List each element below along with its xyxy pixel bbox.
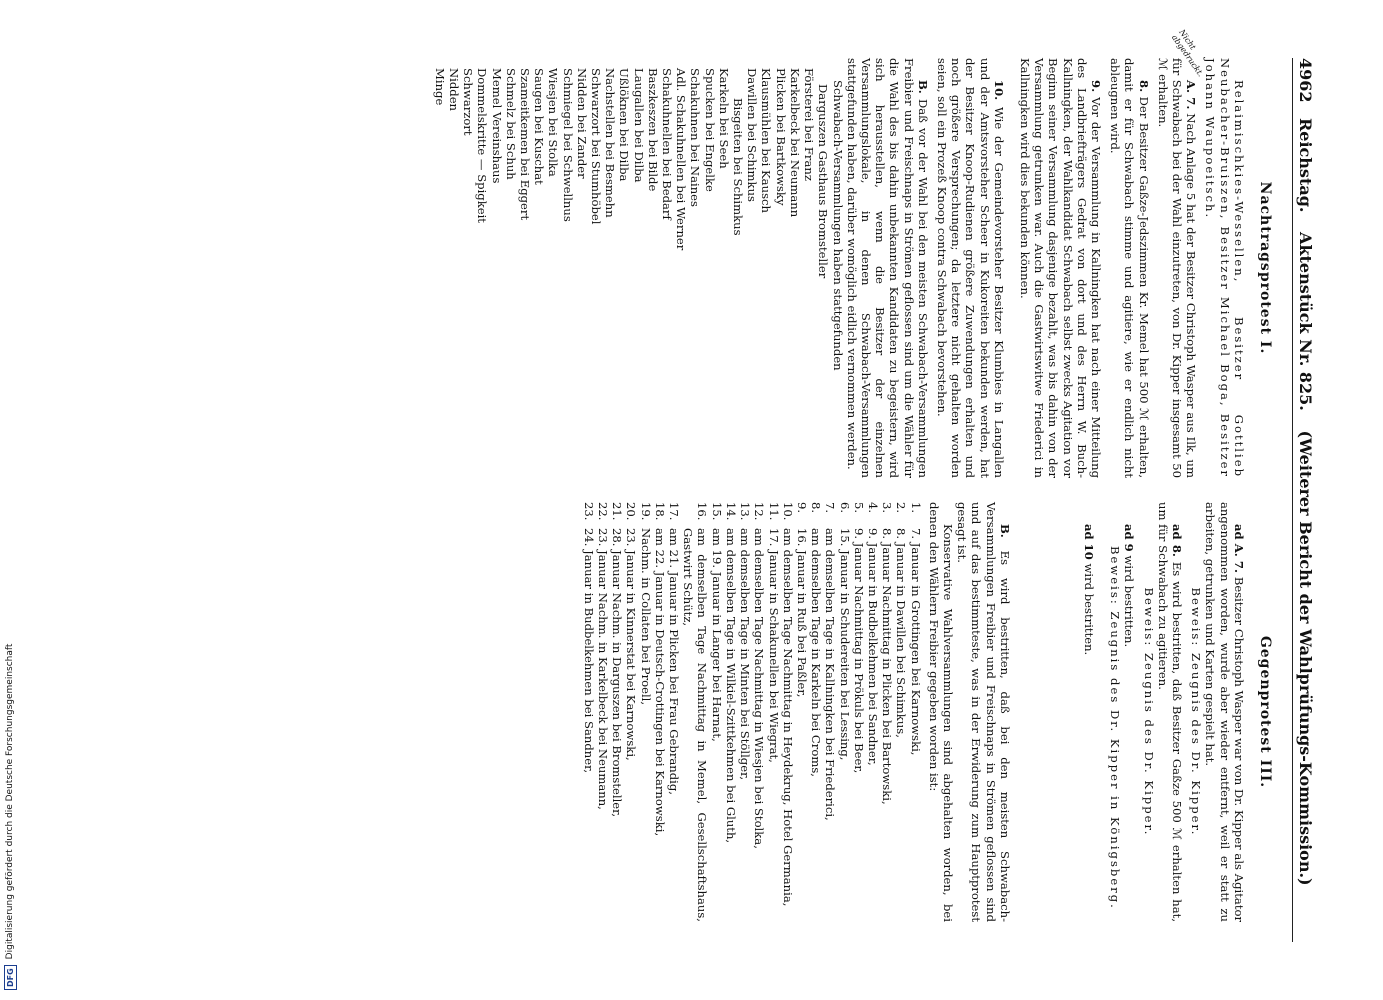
meeting-item: [766, 502, 780, 922]
place-item: Nidden bei Zander: [574, 68, 589, 179]
place-item: Saugen bei Kuschat: [532, 68, 547, 185]
counter-8-label: ad 8.: [1169, 524, 1184, 557]
footer-credit-text: Digitalisierung gefördert durch die Deutsche Forschungsgemeinschaft: [5, 643, 15, 960]
meeting-text: am 21. Januar in Plicken bei Frau Gebrandig,: [667, 528, 682, 795]
paragraph-10-label: 10.: [991, 80, 1006, 101]
meeting-number: 13.: [738, 502, 753, 521]
paragraph-b-text: Daß vor der Wahl bei den meisten Schwabach-Versammlungen Freibier und Freischnaps in Strömen geflossen sind um die Wähler für die Wahl des bis dahin unbekannten Kandidaten zu begeistern, wird sich herausstellen, wenn die Besitzer der einzelnen Versammlungslokale, in denen Schwabach-Versammlungen stattgefunden haben, darüber womöglich eidlich vernommen werden.: [844, 58, 930, 478]
place-item: Schakuhnellen bei Bedarf: [660, 68, 675, 220]
meeting-item: [908, 502, 922, 922]
counter-a7: [1203, 502, 1246, 922]
meeting-text: am demselben Tage Nachmittag in Memel, Gesellschaftshaus, Gastwirt Schütz,: [681, 528, 710, 922]
paragraph-b-label: B.: [915, 80, 930, 94]
paragraph-8-label: 8.: [1136, 80, 1151, 93]
paragraph-10: [935, 58, 1006, 478]
meeting-text: 17. Januar in Schakunellen bei Wiegrat,: [766, 528, 781, 763]
meeting-item: [710, 502, 724, 922]
left-intro: Relaimischkies-Wessellen, Besitzer Gottlieb Neubacher-Bruiszen, Besitzer Michael Boga, Besitzer Johann Waupoeitsch.: [1203, 58, 1246, 478]
place-item: Karkeln bei Seeh: [716, 68, 731, 169]
meeting-text: 9. Januar in Budbelkehmen bei Sandner,: [865, 528, 880, 766]
places-intro: Schwabach-Versammlungen haben stattgefunden: [830, 80, 845, 371]
place-item: Minge: [432, 68, 447, 106]
meeting-item: [852, 502, 866, 922]
counter-a7-proof: Beweis: Zeugnis des Dr. Kipper.: [1189, 587, 1204, 837]
meeting-number: 4.: [865, 502, 880, 514]
footer-credit: [0, 0, 20, 1000]
counter-b-text-2: Konservative Wahlversammlungen sind abgehalten worden, bei denen den Wählern Freibier gegeben worden ist:: [926, 502, 955, 922]
meeting-text: Nachm. in Collaten bei Proell,: [638, 528, 653, 706]
meeting-number: 5.: [851, 502, 866, 514]
meeting-item: [667, 502, 681, 922]
meeting-number: 9.: [794, 502, 809, 514]
meeting-text: am 19. Januar in Langer bei Harnat,: [709, 528, 724, 742]
meeting-item: [681, 502, 709, 922]
meeting-item: [610, 502, 624, 922]
meeting-number: 22.: [596, 502, 611, 521]
counter-8-proof: Beweis: Zeugnis des Dr. Kipper.: [1141, 587, 1156, 837]
meeting-number: 21.: [610, 502, 625, 521]
meeting-text: am demselben Tage Nachmittag in Heydekrug, Hotel Germania,: [780, 528, 795, 907]
right-column: [433, 502, 1278, 922]
meeting-number: 10.: [780, 502, 795, 521]
meeting-number: 12.: [752, 502, 767, 521]
counter-b-text: Es wird bestritten, daß bei den meisten Schwabach-Versammlungen Freibier und Freischnaps in Strömen geflossen sind und auf das bestimmteste, was in der Erwiderung zum Hauptprotest gesagt ist.: [955, 502, 1012, 923]
meeting-item: [724, 502, 738, 922]
place-item: Schmelz bei Schuh: [503, 68, 518, 180]
meeting-text: 23. Januar Nachm. in Karkelbeck bei Neumann,: [596, 528, 611, 810]
left-heading: Nachtragsprotest I.: [1257, 181, 1273, 355]
place-item: Plicken bei Bartkowsky: [773, 68, 788, 206]
meeting-text: 8. Januar Nachmittag in Plicken bei Bartowski,: [880, 528, 895, 805]
meeting-text: 23. Januar in Kinnerstat bei Karnowski,: [624, 528, 639, 761]
counter-a7-text: Besitzer Christoph Wasper war von Dr. Kipper als Agitator angenommen worden, wurde aber wieder entfernt, weil er statt zu arbeiten, getrunken und Karten gespielt hat.: [1203, 502, 1246, 923]
meeting-item: [653, 502, 667, 922]
place-item: Bisgeiten bei Schimkus: [731, 98, 746, 236]
meeting-text: 28. Januar Nachm. in Darguszen bei Bromsteller,: [610, 528, 625, 818]
place-item: Karkelbeck bei Neumann: [787, 68, 802, 218]
meeting-number: 18.: [652, 502, 667, 521]
place-item: Schmiegel bei Schwellnus: [560, 68, 575, 222]
meeting-number: 6.: [837, 502, 852, 514]
right-heading: Gegenprotest III.: [1257, 635, 1273, 789]
counter-9-text: wird bestritten.: [1122, 555, 1137, 648]
place-item: Wiesjen bei Stolka: [546, 68, 561, 177]
meeting-item: [638, 502, 652, 922]
paragraph-a7-label: A. 7.: [1184, 80, 1199, 110]
meeting-item: [894, 502, 908, 922]
counter-10: [1082, 502, 1096, 922]
place-item: Försterei bei Franz: [802, 68, 817, 181]
meeting-number: 19.: [638, 502, 653, 521]
left-column: [432, 27, 1278, 479]
paragraph-a7-text: Nach Anlage 5 hat der Besitzer Christoph Wasper aus Ilk, um für Schwabach bei der Wahl einzutreten, von Dr. Kipper insgesamt 50 ℳ erhalten.: [1155, 58, 1199, 478]
meeting-number: 17.: [667, 502, 682, 521]
meeting-number: 2.: [894, 502, 909, 514]
meeting-number: 8.: [809, 502, 824, 514]
places-list: [433, 58, 831, 478]
place-item: Dommelskritte — Spigkeit: [475, 68, 490, 223]
paragraph-a7: [1156, 58, 1199, 478]
meeting-number: 16.: [695, 502, 710, 521]
place-item: Ußlöknen bei Dilba: [617, 68, 632, 182]
meeting-item: [752, 502, 766, 922]
place-item: Spucken bei Engelke: [702, 68, 717, 192]
counter-10-label: ad 10: [1081, 524, 1096, 560]
meeting-text: 24. Januar in Budbelkehmen bei Sandner,: [581, 528, 596, 774]
meeting-number: 1.: [908, 502, 923, 514]
meeting-text: 16. Januar in Ruß bei Paßler,: [794, 528, 809, 698]
counter-9-proof: Beweis: Zeugnis des Dr. Kipper in Königsberg.: [1108, 546, 1123, 910]
counter-8-text: Es wird bestritten, daß Besitzer Gaßze 500 ℳ erhalten hat, um für Schwabach zu agitieren.: [1155, 502, 1184, 923]
place-item: Schwarzort: [461, 68, 476, 136]
paragraph-9-text: Vor der Versammlung in Kallningken hat nach einer Mitteilung des Landbriefträgers Gedrat von dort und des Herrn W. Buch-Kallningken, der Wahlkandidat Schwabach selbst zwecks Agitation vor Beginn seiner Versammlung dasjenige bezahlt, was bis dahin von der Versammlung getrunken war. Auch die Gastwirtswitwe Friederici in Kallningken wird dies bekunden können.: [1017, 58, 1103, 479]
meeting-text: am demselben Tage Nachmittag in Wiesjen bei Stolka,: [752, 528, 767, 849]
meeting-item: [781, 502, 795, 922]
meeting-text: am 22. Januar in Deutsch-Crottingen bei Karnowski,: [652, 528, 667, 837]
page-header: [1292, 58, 1315, 942]
place-item: Laugallen bei Dilba: [631, 68, 646, 183]
meeting-item: [866, 502, 880, 922]
paragraph-10-text: Wie der Gemeindevorsteher Besitzer Klumbies in Langallen und der Amtsvorsteher Scheer in Kukoreiten bekunden werden, hat der Besitzer Knoop-Rudienen größere Zuwendungen erhalten und noch größere Versprechungen; da letztere nicht gehalten worden seien, soll ein Prozeß Knoop contra Schwabach bevorstehen.: [934, 58, 1006, 478]
counter-b: [955, 502, 1012, 922]
counter-10-text: wird bestritten.: [1081, 563, 1096, 656]
place-item: Nidden: [447, 68, 462, 112]
place-item: Szameitkemen bei Eggert: [518, 68, 533, 221]
header-part-3: (Weiterer Bericht der Wahlprüfungs-Kommission.): [1296, 430, 1315, 886]
meeting-number: 7.: [823, 502, 838, 514]
meeting-number: 15.: [709, 502, 724, 521]
place-item: Darguszen Gasthaus Bromsteller: [816, 84, 831, 279]
meeting-item: [624, 502, 638, 922]
meeting-number: 23.: [581, 502, 596, 521]
header-part-1: Reichstag.: [1296, 118, 1315, 213]
place-item: Memel Vereinshaus: [489, 68, 504, 184]
meeting-text: 7. Januar in Grottingen bei Karnowski,: [908, 528, 923, 756]
paragraph-9-label: 9.: [1088, 80, 1103, 93]
paragraph-b: [845, 58, 930, 478]
meeting-text: 15. Januar in Schudereiten bei Lessing,: [837, 528, 852, 761]
meeting-item: [837, 502, 851, 922]
meeting-item: [596, 502, 610, 922]
meeting-item: [582, 502, 596, 922]
place-item: Nachstellen bei Besmehn: [603, 68, 618, 218]
meeting-text: 8. Januar in Dawillen bei Schimkus,: [894, 528, 909, 738]
place-item: Baszkeszen bei Bilde: [645, 68, 660, 192]
meeting-number: 11.: [766, 502, 781, 521]
place-item: Adl. Schakuhnellen bei Werner: [674, 68, 689, 251]
margin-note: Nicht abgedruckt.: [1170, 27, 1206, 79]
meeting-text: am demselben Tage in Minten bei Stöllger,: [738, 528, 753, 781]
paragraph-9: [1018, 58, 1103, 478]
meeting-item: [738, 502, 752, 922]
place-item: Schwarzort bei Stumhöbel: [589, 68, 604, 225]
header-part-2: Aktenstück Nr. 825.: [1296, 232, 1315, 411]
paragraph-8-text: Der Besitzer Gaßze-Jedszimmen Kr. Memel hat 500 ℳ erhalten, damit er für Schwabach stimme und agitiere, wie er endlich nicht ableugnen wird.: [1108, 58, 1151, 479]
meeting-text: am demselben Tage in Karkeln bei Croms,: [809, 528, 824, 777]
meeting-number: 14.: [723, 502, 738, 521]
meeting-item: [795, 502, 809, 922]
counter-9: [1122, 502, 1136, 922]
meeting-number: 20.: [624, 502, 639, 521]
place-item: Schakuhnen bei Naines: [688, 68, 703, 207]
counter-b-label: B.: [997, 524, 1012, 538]
place-item: Klausmühlen bei Kausch: [759, 68, 774, 213]
meeting-item: [880, 502, 894, 922]
meeting-text: am demselben Tage in Kallningken bei Friederici,: [823, 528, 838, 821]
page-number: 4962: [1296, 58, 1315, 103]
place-item: Dawillen bei Schimkus: [745, 68, 760, 202]
counter-8: [1156, 502, 1184, 922]
meetings-list: [582, 502, 923, 922]
paragraph-8: [1108, 58, 1151, 478]
meeting-item: [823, 502, 837, 922]
meeting-text: am demselben Tage in Wilkiel-Szittkehmen bei Gluth,: [723, 528, 738, 844]
meeting-item: [809, 502, 823, 922]
header-title: [1296, 118, 1315, 942]
dfg-logo: DFG: [4, 965, 17, 990]
counter-9-label: ad 9: [1122, 524, 1137, 552]
counter-a7-label: ad A. 7.: [1231, 524, 1246, 574]
meeting-number: 3.: [880, 502, 895, 514]
meeting-text: 9. Januar Nachmittag in Prökuls bei Beer,: [851, 528, 866, 774]
